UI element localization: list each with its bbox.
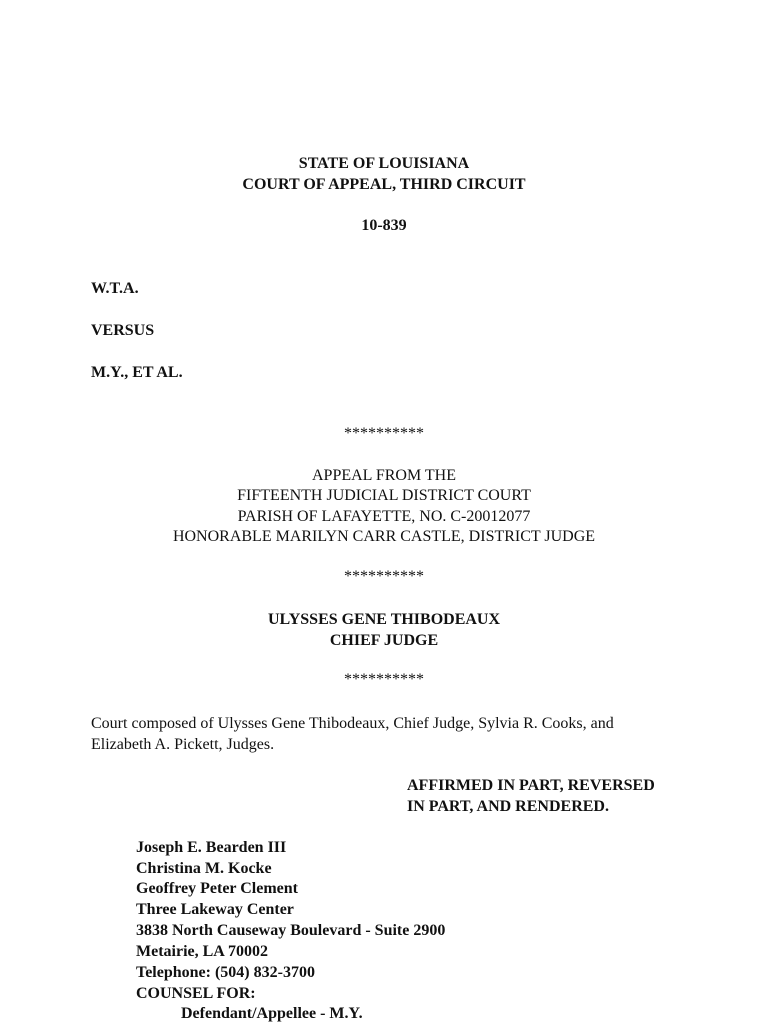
appeal-line-2: FIFTEENTH JUDICIAL DISTRICT COURT (237, 487, 531, 504)
plaintiff-name: W.T.A. (91, 280, 139, 297)
separator-1: ********** (344, 425, 424, 442)
counsel-name: Geoffrey Peter Clement (136, 880, 298, 897)
composition-line-2: Elizabeth A. Pickett, Judges. (91, 736, 275, 753)
composition-line-1: Court composed of Ulysses Gene Thibodeaux, Chief Judge, Sylvia R. Cooks, and (91, 715, 614, 732)
disposition-line-1: AFFIRMED IN PART, REVERSED (407, 777, 655, 794)
counsel-address-1: Three Lakeway Center (136, 901, 294, 918)
defendant-name: M.Y., ET AL. (91, 364, 183, 381)
counsel-address-2: 3838 North Causeway Boulevard - Suite 2900 (136, 922, 446, 939)
appeal-line-3: PARISH OF LAFAYETTE, NO. C-20012077 (237, 508, 531, 525)
separator-2: ********** (344, 568, 424, 585)
author-title: CHIEF JUDGE (329, 632, 439, 649)
docket-number: 10-839 (361, 217, 407, 234)
counsel-name: Joseph E. Bearden III (136, 839, 287, 856)
appeal-line-1: APPEAL FROM THE (311, 467, 457, 484)
counsel-city: Metairie, LA 70002 (136, 943, 268, 960)
counsel-name: Christina M. Kocke (136, 860, 272, 877)
counsel-telephone: Telephone: (504) 832-3700 (136, 964, 315, 981)
appeal-line-4: HONORABLE MARILYN CARR CASTLE, DISTRICT JUDGE (172, 528, 596, 545)
separator-3: ********** (344, 671, 424, 688)
disposition-line-2: IN PART, AND RENDERED. (407, 798, 609, 815)
counsel-for-label: COUNSEL FOR: (136, 985, 256, 1002)
versus-label: VERSUS (91, 322, 155, 339)
counsel-party: Defendant/Appellee - M.Y. (181, 1005, 363, 1022)
court-heading: COURT OF APPEAL, THIRD CIRCUIT (242, 176, 526, 193)
author-name: ULYSSES GENE THIBODEAUX (267, 611, 501, 628)
state-heading: STATE OF LOUISIANA (298, 155, 470, 172)
